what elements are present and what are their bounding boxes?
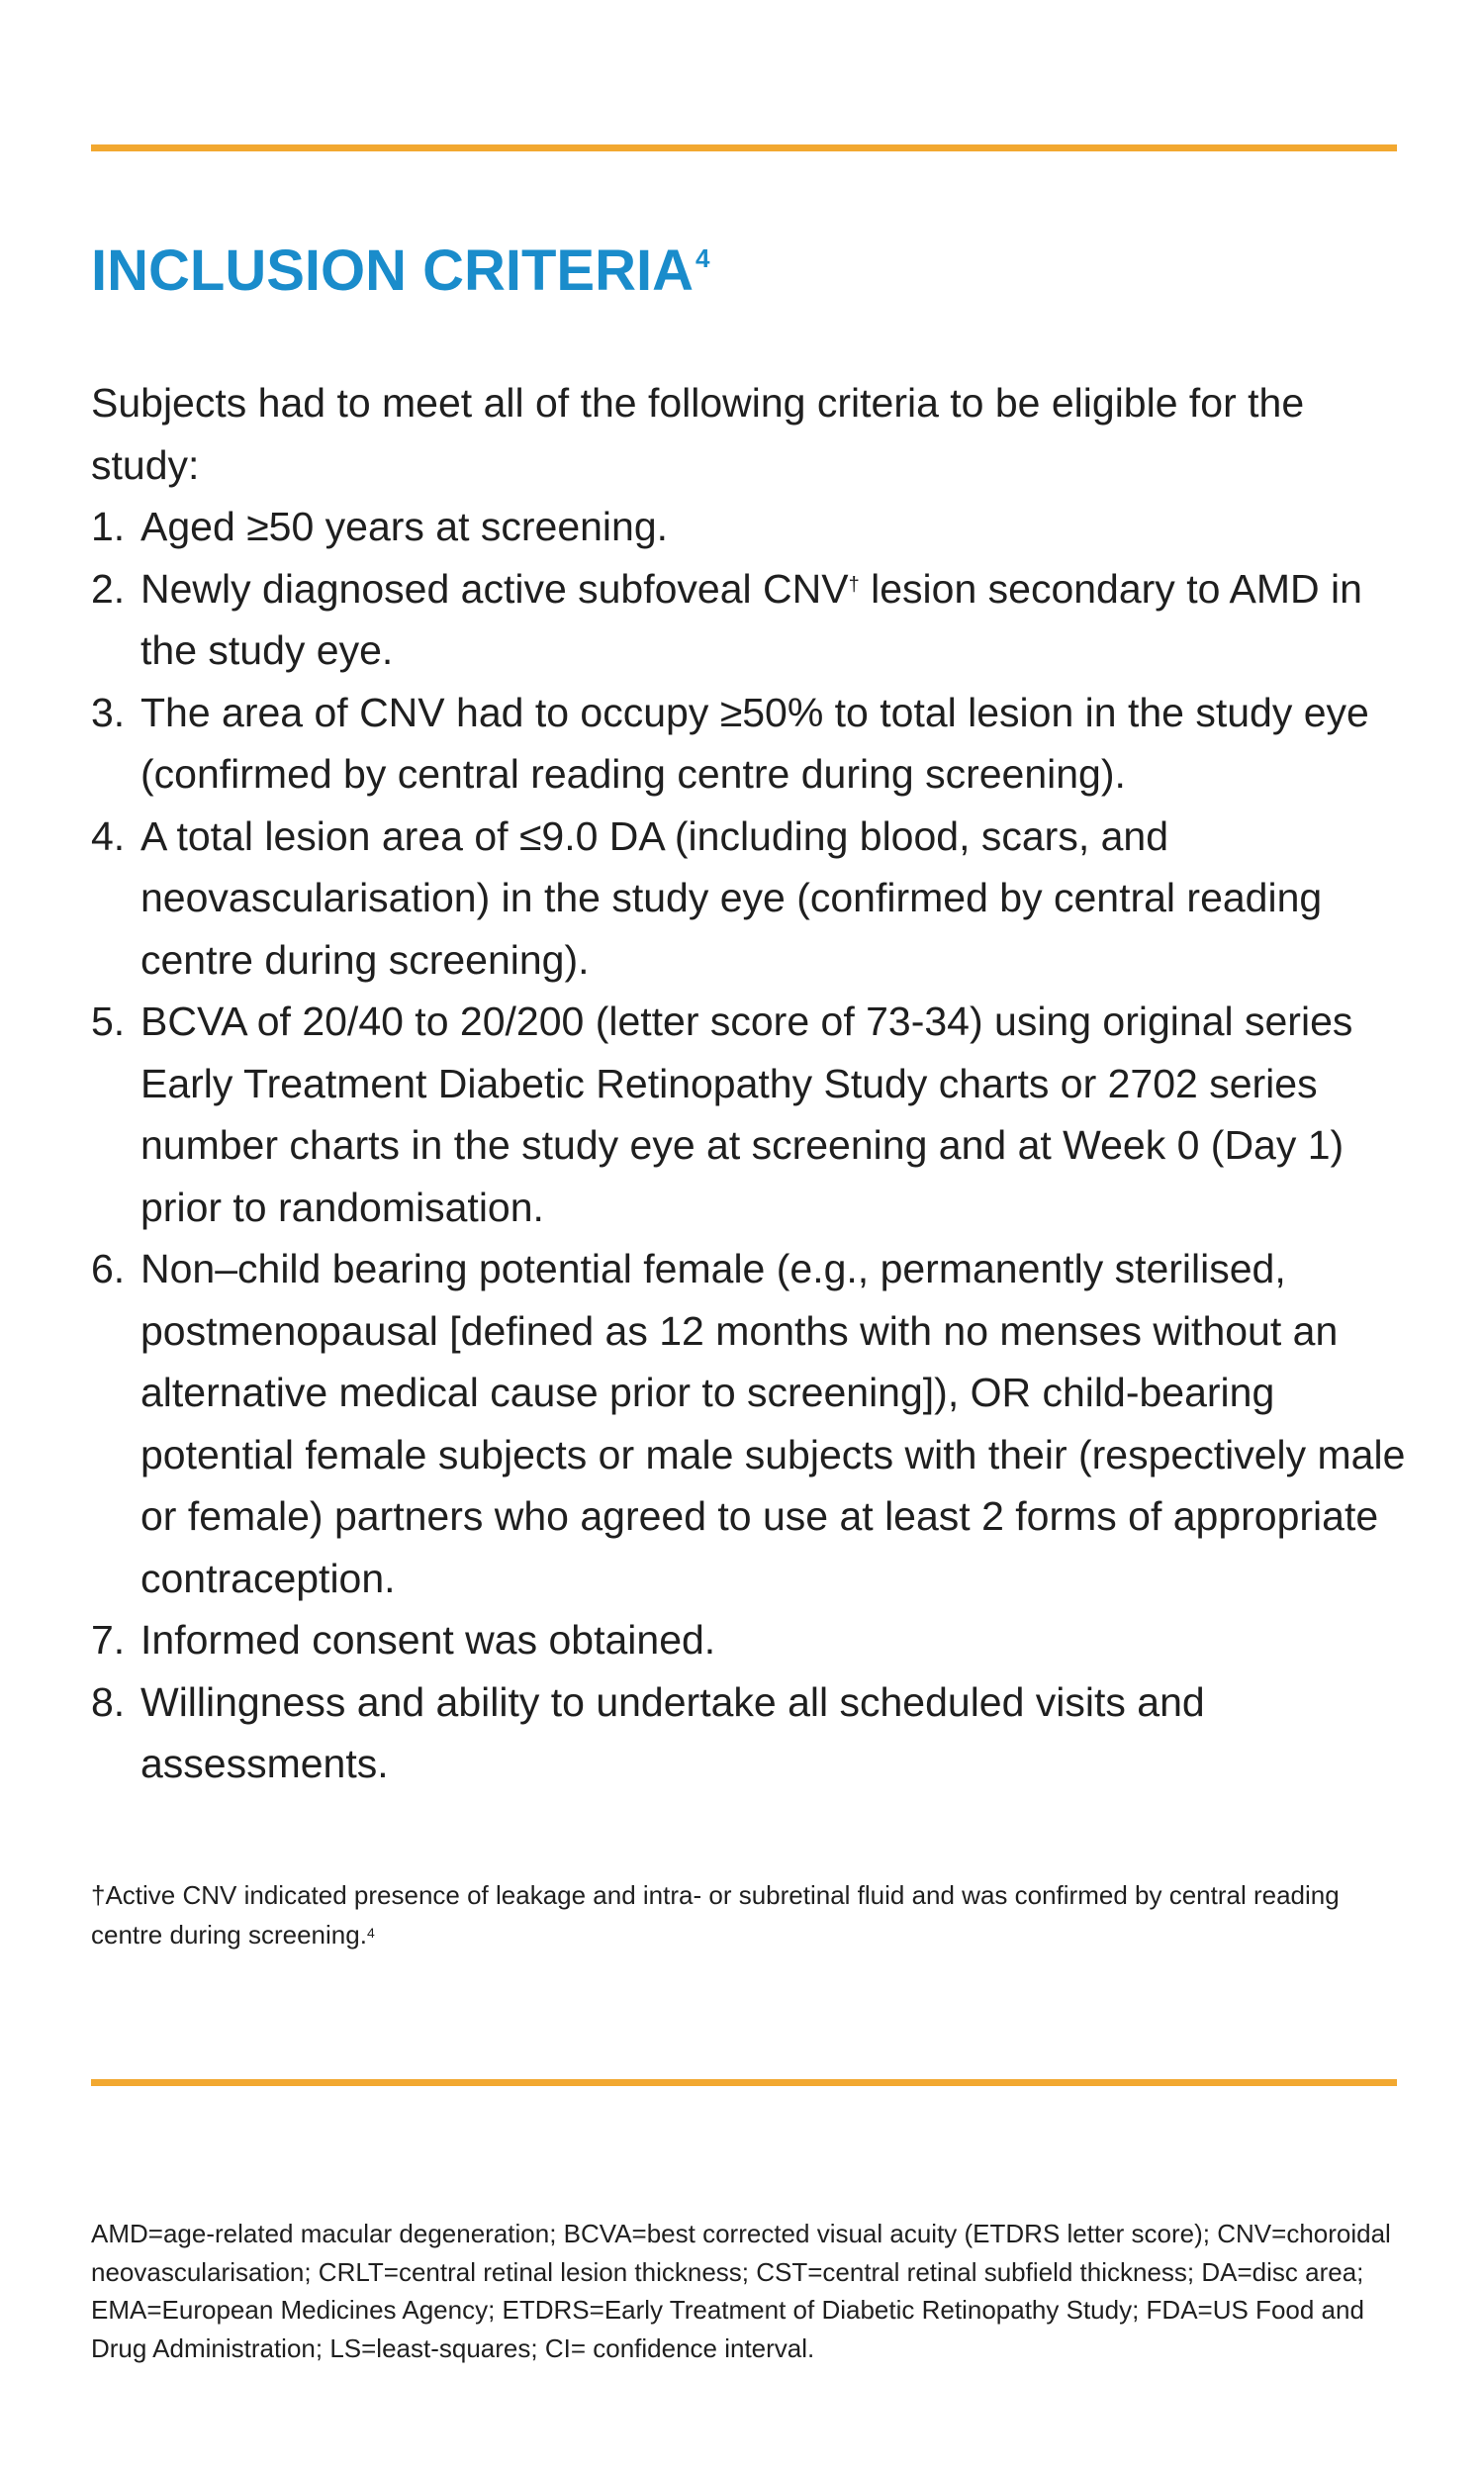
criteria-text <box>140 558 1407 682</box>
criteria-number: 7. <box>91 1617 126 1663</box>
criteria-list <box>91 496 1407 1795</box>
criteria-number: 5. <box>91 999 126 1044</box>
criteria-number: 3. <box>91 689 126 735</box>
criteria-text: The area of CNV had to occupy ≥50% to total lesion in the study eye (confirmed by central reading centre during screening). <box>140 689 1369 797</box>
criteria-text-before: Newly diagnosed active subfoveal CNV <box>140 565 849 612</box>
criteria-item-5 <box>91 991 1407 1238</box>
criteria-number: 1. <box>91 504 126 549</box>
top-divider <box>91 144 1397 151</box>
criteria-text: Non–child bearing potential female (e.g., permanently sterilised, postmenopausal [defined as 12 months with no menses without an alternative medical cause prior to screening]), OR child-bearing potential female subjects or male subjects with their (respectively male or female) partners who agreed to use at least 2 forms of appropriate contraception. <box>140 1246 1406 1601</box>
criteria-text: Aged ≥50 years at screening. <box>140 504 669 549</box>
criteria-text: BCVA of 20/40 to 20/200 (letter score of 73-34) using original series Early Treatment Diabetic Retinopathy Study charts or 2702 series number charts in the study eye at screening and at Week 0 (Day 1) prior to randomisation. <box>140 999 1353 1230</box>
title-reference: 4 <box>696 243 710 273</box>
criteria-text: Willingness and ability to undertake all scheduled visits and assessments. <box>140 1678 1205 1786</box>
criteria-item-3 <box>91 682 1407 806</box>
footnote-text: †Active CNV indicated presence of leakage and intra- or subretinal fluid and was confirmed by central reading centre during screening. <box>91 1880 1340 1950</box>
footnote <box>91 1875 1397 1954</box>
criteria-item-4 <box>91 806 1407 992</box>
page-title <box>91 238 709 304</box>
criteria-item-6 <box>91 1238 1407 1609</box>
criteria-text: Informed consent was obtained. <box>140 1617 716 1663</box>
criteria-item-7 <box>91 1609 1407 1671</box>
bottom-divider <box>91 2079 1397 2086</box>
criteria-item-8 <box>91 1671 1407 1795</box>
criteria-number: 4. <box>91 812 126 859</box>
criteria-item-2 <box>91 558 1407 682</box>
criteria-number: 8. <box>91 1678 126 1725</box>
criteria-item-1 <box>91 496 1407 558</box>
criteria-number: 6. <box>91 1246 126 1291</box>
footnote-reference: 4 <box>366 1925 375 1941</box>
criteria-text: A total lesion area of ≤9.0 DA (including blood, scars, and neovascularisation) in the study eye (confirmed by central reading centre during screening). <box>140 812 1323 983</box>
criteria-text-after: lesion secondary to AMD in the study eye. <box>140 565 1362 673</box>
page-title-text: INCLUSION CRITERIA <box>91 238 694 303</box>
intro-text: Subjects had to meet all of the following criteria to be eligible for the study: <box>91 380 1305 488</box>
criteria-number: 2. <box>91 565 126 612</box>
dagger-mark: † <box>848 573 860 596</box>
abbreviations-text: AMD=age-related macular degeneration; BCVA=best corrected visual acuity (ETDRS letter score); CNV=choroidal neovascularisation; CRLT=central retinal lesion thickness; CST=central retinal subfield thickness; DA=disc area; EMA=European Medicines Agency; ETDRS=Early Treatment of Diabetic Retinopathy Study; FDA=US Food and Drug Administration; LS=least-squares; CI= confidence interval. <box>91 2219 1391 2363</box>
